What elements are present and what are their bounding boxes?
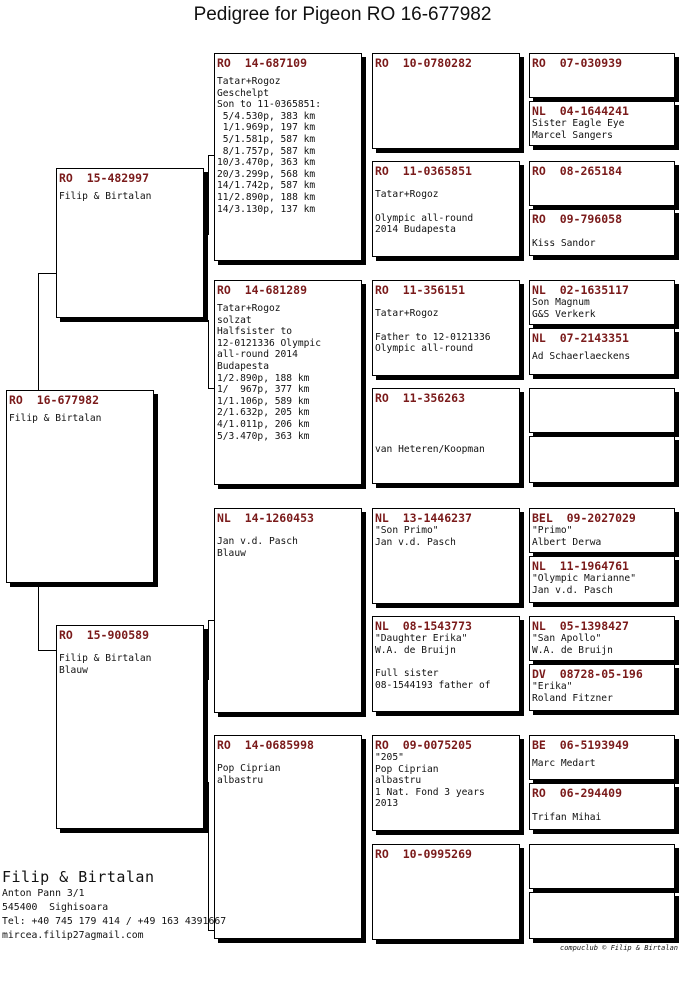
connector xyxy=(38,273,39,391)
gen4-card-5 xyxy=(529,280,675,325)
result-line: 10/3.470p, 363 km xyxy=(217,157,316,169)
ring-number: NL 11-1964761 xyxy=(532,559,629,573)
owner-text: Filip & Birtalan xyxy=(59,653,152,664)
info-line: Marcel Sangers xyxy=(532,129,613,141)
ring-number: RO 09-796058 xyxy=(532,212,623,226)
owner-text: Filip & Birtalan xyxy=(9,413,102,424)
result-line: 5/1.581p, 587 km xyxy=(217,133,316,145)
dam-card xyxy=(56,625,204,829)
gen4-card-13 xyxy=(529,735,675,780)
result-line: 1/2.890p, 188 km xyxy=(217,372,310,384)
info-line: Son Magnum xyxy=(532,297,590,308)
ring-number: NL 08-1543773 xyxy=(375,619,472,633)
result-line: 4/1.011p, 206 km xyxy=(217,418,310,430)
owner-address: Anton Pann 3/1 xyxy=(2,888,85,899)
gen4-card-11 xyxy=(529,616,675,661)
page-title: Pedigree for Pigeon RO 16-677982 xyxy=(193,4,492,25)
result-line: 2/1.632p, 205 km xyxy=(217,407,310,419)
owner-text: Filip & Birtalan xyxy=(59,191,152,202)
ring-number: RO 07-030939 xyxy=(532,56,623,70)
gen3-card-4 xyxy=(372,388,520,484)
result-line: 1/ 967p, 377 km xyxy=(217,384,310,396)
dam-dam-card xyxy=(214,735,362,939)
ring-number: NL 02-1635117 xyxy=(532,283,629,297)
gen3-card-7 xyxy=(372,735,520,831)
info-line: Full sister xyxy=(375,668,439,680)
ring-number: NL 04-1644241 xyxy=(532,104,629,118)
gen4-card-4 xyxy=(529,209,675,256)
info-line: Albert Derwa xyxy=(532,536,602,548)
ring-number: RO 08-265184 xyxy=(532,164,623,178)
sire-sire-card xyxy=(214,53,362,261)
info-line: 1 Nat. Fond 3 years xyxy=(375,786,485,798)
owner-phone: Tel: +40 745 179 414 / +49 163 4391667 xyxy=(2,916,227,927)
info-line: "Olympic Marianne" xyxy=(532,573,636,584)
result-line: 5/3.470p, 363 km xyxy=(217,430,310,442)
info-line: Budapesta xyxy=(217,360,269,372)
gen3-card-3 xyxy=(372,280,520,376)
info-line: Marc Medart xyxy=(532,758,596,769)
result-line: 8/1.757p, 587 km xyxy=(217,145,316,157)
connector xyxy=(208,155,209,235)
info-line: G&S Verkerk xyxy=(532,308,596,320)
gen4-card-7 xyxy=(529,388,675,433)
info-line: "Erika" xyxy=(532,681,573,692)
owner-email: mircea.filip27agmail.com xyxy=(2,930,144,941)
info-line: Blauw xyxy=(217,547,246,559)
info-line: Kiss Sandor xyxy=(532,238,596,249)
result-line: 20/3.299p, 568 km xyxy=(217,168,316,180)
gen4-card-16 xyxy=(529,892,675,939)
info-line: Roland Fitzner xyxy=(532,692,613,704)
ring-number: RO 11-0365851 xyxy=(375,164,472,178)
connector xyxy=(38,273,58,274)
ring-number: RO 14-0685998 xyxy=(217,738,314,752)
info-line: Trifan Mihai xyxy=(532,812,602,823)
gen4-card-9 xyxy=(529,508,675,553)
info-line: Tatar+Rogoz xyxy=(217,303,281,314)
gen4-card-14 xyxy=(529,783,675,830)
info-line: Jan v.d. Pasch xyxy=(217,536,298,547)
gen4-card-12 xyxy=(529,664,675,711)
info-line: 2013 xyxy=(375,798,399,810)
info-line: "Primo" xyxy=(532,525,573,536)
info-line: W.A. de Bruijn xyxy=(375,644,456,656)
info-line: Halfsister to xyxy=(217,326,293,338)
connector xyxy=(208,620,209,680)
subject-card xyxy=(6,390,154,583)
info-line: Ad Schaerlaeckens xyxy=(532,351,631,362)
connector xyxy=(208,320,209,388)
gen3-card-2 xyxy=(372,161,520,257)
ring-number: RO 06-294409 xyxy=(532,786,623,800)
ring-number: NL 14-1260453 xyxy=(217,511,314,525)
sire-dam-card xyxy=(214,280,362,485)
info-line: Father to 12-0121336 xyxy=(375,331,491,343)
connector xyxy=(38,650,58,651)
result-line: 11/2.890p, 188 km xyxy=(217,191,316,203)
gen4-card-6 xyxy=(529,328,675,375)
info-line: albastru xyxy=(217,774,264,786)
info-line: "Daughter Erika" xyxy=(375,633,468,644)
info-line: Geschelpt xyxy=(217,87,269,99)
gen3-card-5 xyxy=(372,508,520,604)
ring-number: DV 08728-05-196 xyxy=(532,667,643,681)
info-line: Pop Ciprian xyxy=(375,763,439,775)
info-line: W.A. de Bruijn xyxy=(532,644,613,656)
connector xyxy=(208,782,209,930)
info-line: 12-0121336 Olympic xyxy=(217,337,321,349)
info-line: Jan v.d. Pasch xyxy=(532,584,613,596)
gen4-card-1 xyxy=(529,53,675,98)
ring-number: NL 05-1398427 xyxy=(532,619,629,633)
result-line: 1/1.969p, 197 km xyxy=(217,122,316,134)
gen3-card-8 xyxy=(372,844,520,940)
ring-number: RO 15-900589 xyxy=(59,628,150,642)
gen4-card-3 xyxy=(529,161,675,206)
info-line: "San Apollo" xyxy=(532,633,602,644)
owner-city: 545400 Sighisoara xyxy=(2,902,109,913)
ring-number: RO 14-687109 xyxy=(217,56,308,70)
sire-card xyxy=(56,168,204,318)
footer-credit: compuclub © Filip & Birtalan xyxy=(560,944,679,952)
ring-number: NL 13-1446237 xyxy=(375,511,472,525)
ring-number: RO 09-0075205 xyxy=(375,738,472,752)
info-line: "205" xyxy=(375,752,404,763)
ring-number: RO 10-0780282 xyxy=(375,56,472,70)
ring-number: RO 15-482997 xyxy=(59,171,150,185)
gen4-card-10 xyxy=(529,556,675,603)
info-line: Olympic all-round xyxy=(375,343,474,355)
ring-number: BE 06-5193949 xyxy=(532,738,629,752)
info-line: Tatar+Rogoz xyxy=(375,189,439,200)
gen4-card-2 xyxy=(529,101,675,146)
info-line: albastru xyxy=(375,775,422,787)
info-line: "Son Primo" xyxy=(375,525,439,536)
color-text: Blauw xyxy=(59,664,88,676)
connector xyxy=(38,582,39,650)
ring-number: RO 14-681289 xyxy=(217,283,308,297)
result-line: 1/1.106p, 589 km xyxy=(217,395,310,407)
info-line: 2014 Budapesta xyxy=(375,224,456,236)
ring-number: BEL 09-2027029 xyxy=(532,511,636,525)
info-line: all-round 2014 xyxy=(217,349,298,361)
ring-number: RO 11-356263 xyxy=(375,391,466,405)
info-line: Tatar+Rogoz xyxy=(217,76,281,87)
gen3-card-6 xyxy=(372,616,520,712)
info-line: solzat xyxy=(217,314,252,326)
result-line: 5/4.530p, 383 km xyxy=(217,110,316,122)
ring-number: NL 07-2143351 xyxy=(532,331,629,345)
info-line: 08-1544193 father of xyxy=(375,679,491,691)
info-line: Son to 11-0365851: xyxy=(217,99,321,111)
ring-number: RO 16-677982 xyxy=(9,393,100,407)
ring-number: RO 10-0995269 xyxy=(375,847,472,861)
info-line: Jan v.d. Pasch xyxy=(375,536,456,548)
info-line: Pop Ciprian xyxy=(217,763,281,774)
gen4-card-8 xyxy=(529,436,675,483)
info-line: van Heteren/Koopman xyxy=(375,444,485,455)
info-line: Sister Eagle Eye xyxy=(532,118,625,129)
info-line: Olympic all-round xyxy=(375,212,474,224)
owner-name: Filip & Birtalan xyxy=(2,868,155,886)
gen4-card-15 xyxy=(529,844,675,889)
result-line: 14/1.742p, 587 km xyxy=(217,180,316,192)
dam-sire-card xyxy=(214,508,362,713)
ring-number: RO 11-356151 xyxy=(375,283,466,297)
info-line: Tatar+Rogoz xyxy=(375,308,439,319)
result-line: 14/3.130p, 137 km xyxy=(217,203,316,215)
gen3-card-1 xyxy=(372,53,520,149)
